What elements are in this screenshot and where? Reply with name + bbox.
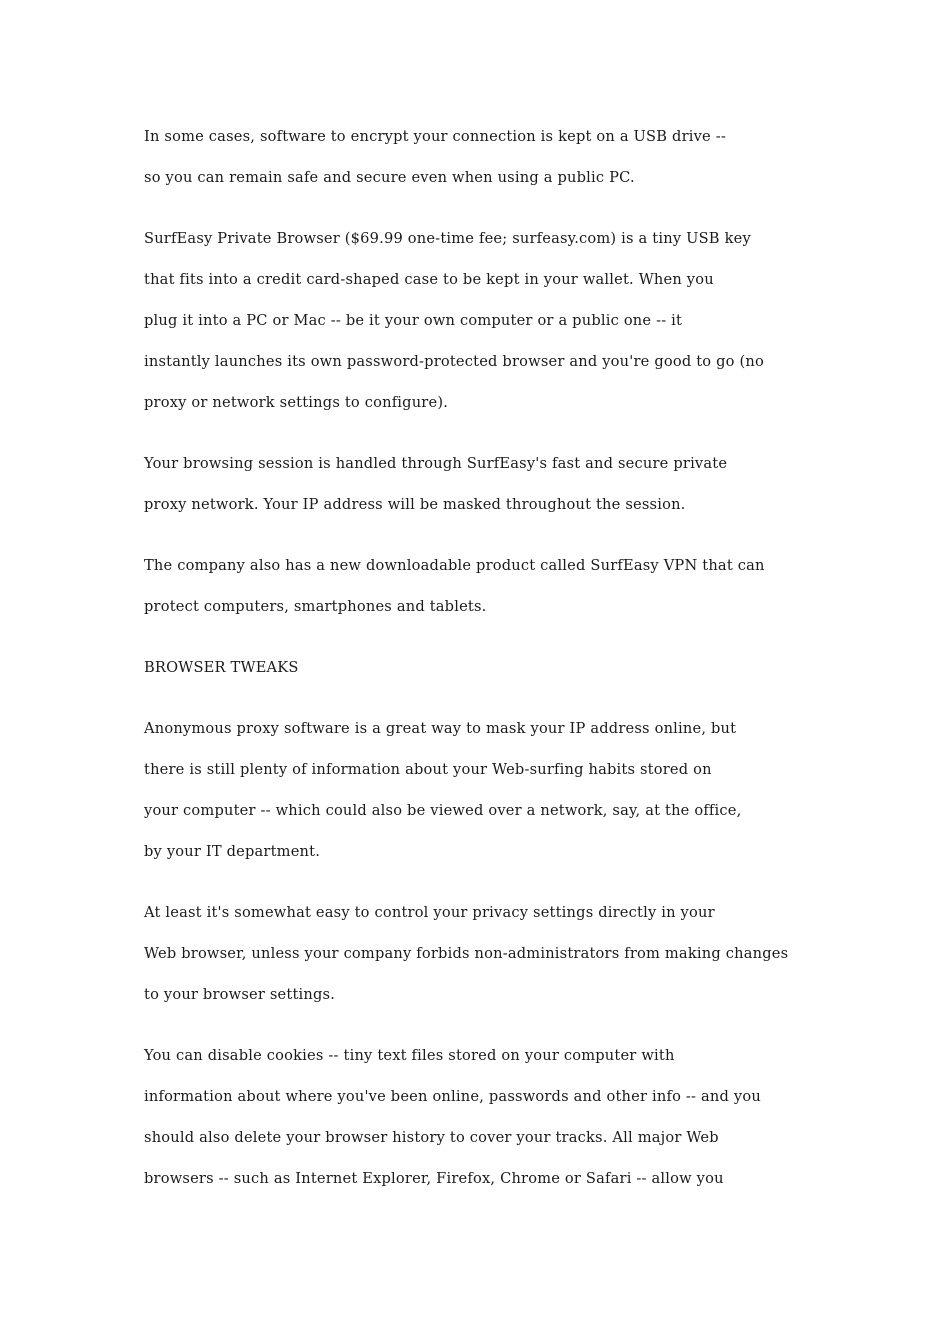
paragraph-privacy-settings [144, 892, 824, 1015]
text-line: In some cases, software to encrypt your connection is kept on a USB drive -- [144, 128, 726, 145]
text-line: should also delete your browser history to cover your tracks. All major Web [144, 1129, 719, 1146]
text-line: information about where you've been online, passwords and other info -- and you [144, 1088, 761, 1105]
text-line: so you can remain safe and secure even when using a public PC. [144, 169, 635, 186]
text-line: plug it into a PC or Mac -- be it your own computer or a public one -- it [144, 312, 683, 329]
text-line: that fits into a credit card-shaped case to be kept in your wallet. When you [144, 271, 714, 288]
text-line: Your browsing session is handled through SurfEasy's fast and secure private [144, 455, 728, 472]
text-line: browsers -- such as Internet Explorer, Firefox, Chrome or Safari -- allow you [144, 1170, 724, 1187]
paragraph-browsing-session [144, 443, 824, 525]
paragraph-surfeasy-vpn [144, 545, 824, 627]
text-line: there is still plenty of information about your Web-surfing habits stored on [144, 761, 712, 778]
text-line: At least it's somewhat easy to control your privacy settings directly in your [144, 904, 715, 921]
text-line: The company also has a new downloadable product called SurfEasy VPN that can [144, 557, 765, 574]
paragraph-usb-encryption [144, 116, 824, 198]
text-line: proxy network. Your IP address will be masked throughout the session. [144, 496, 686, 513]
text-line: by your IT department. [144, 843, 321, 860]
paragraph-surfeasy-browser [144, 218, 824, 423]
text-line: your computer -- which could also be viewed over a network, say, at the office, [144, 802, 742, 819]
text-line: instantly launches its own password-protected browser and you're good to go (no [144, 353, 764, 370]
section-heading [144, 647, 824, 688]
document-page [144, 116, 824, 1219]
text-line: You can disable cookies -- tiny text files stored on your computer with [144, 1047, 675, 1064]
text-line: Web browser, unless your company forbids non-administrators from making changes [144, 945, 789, 962]
paragraph-disable-cookies [144, 1035, 824, 1199]
text-line: to your browser settings. [144, 986, 336, 1003]
text-line: Anonymous proxy software is a great way to mask your IP address online, but [144, 720, 737, 737]
heading-text: BROWSER TWEAKS [144, 659, 299, 676]
paragraph-anonymous-proxy [144, 708, 824, 872]
text-line: SurfEasy Private Browser ($69.99 one-time fee; surfeasy.com) is a tiny USB key [144, 230, 751, 247]
text-line: proxy or network settings to configure). [144, 394, 449, 411]
text-line: protect computers, smartphones and tablets. [144, 598, 487, 615]
